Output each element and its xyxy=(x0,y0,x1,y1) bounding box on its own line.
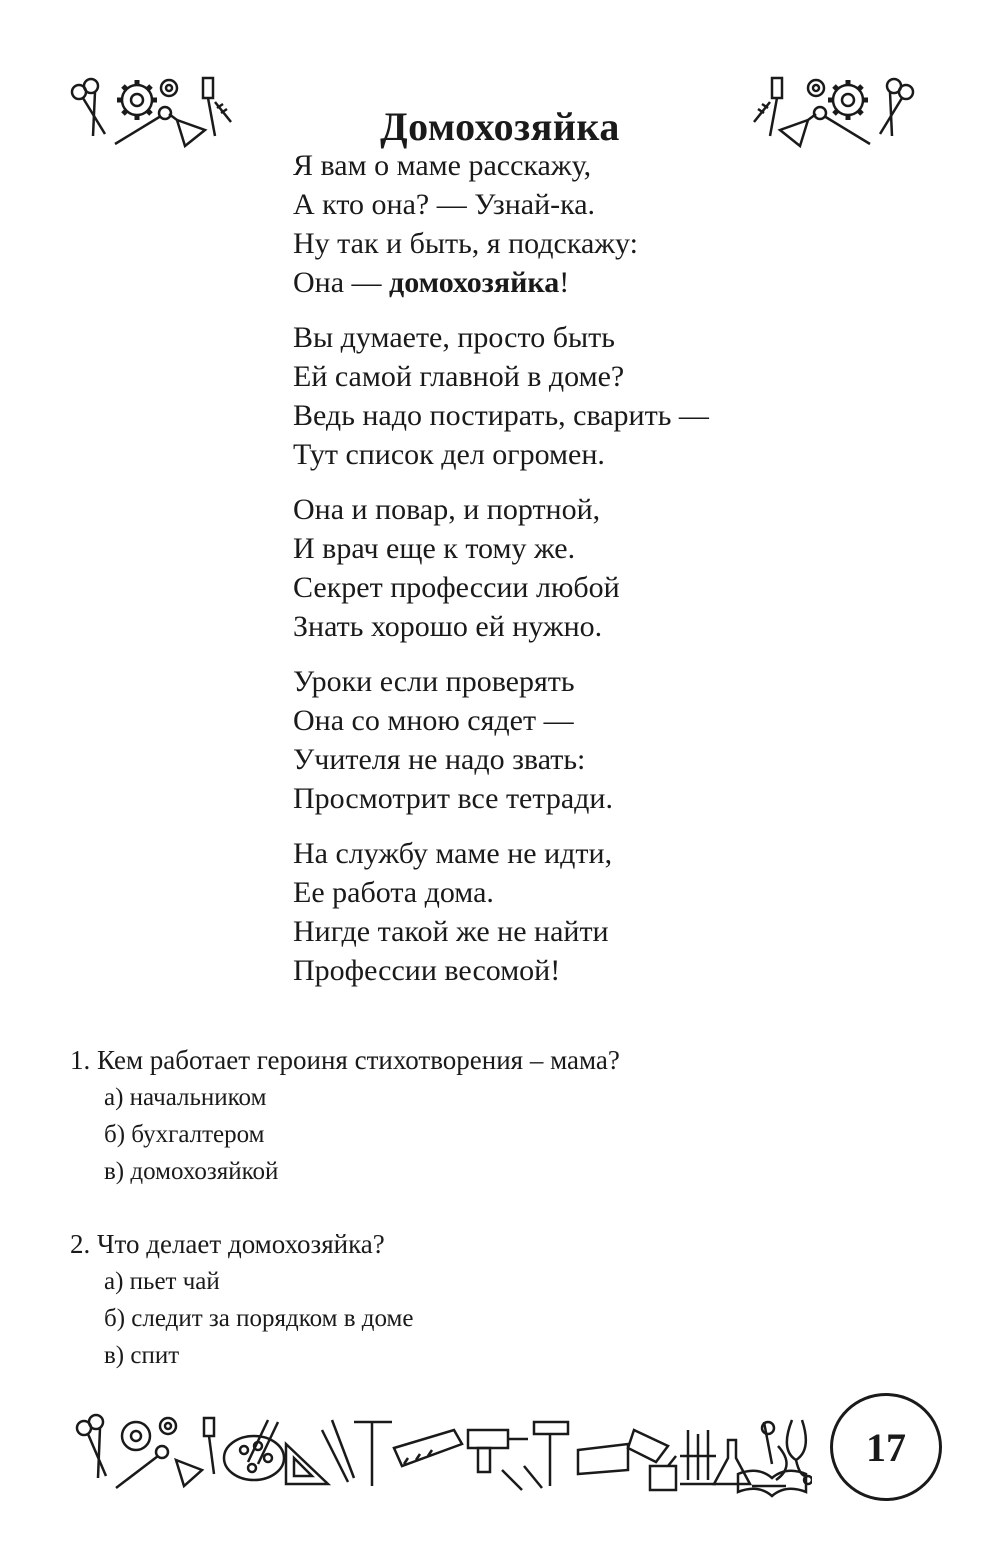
answer-option: б) бухгалтером xyxy=(104,1121,265,1148)
question-text: 2. Что делает домохозяйка? xyxy=(70,1229,385,1259)
poem-line: Ведь надо постирать, сварить — xyxy=(293,399,709,432)
poem-line: Учителя не надо звать: xyxy=(293,743,586,776)
poem-stanza xyxy=(293,146,853,302)
poem-line-prefix: Она — xyxy=(293,266,390,299)
poem-line: Знать хорошо ей нужно. xyxy=(293,610,603,643)
poem-line: Ей самой главной в доме? xyxy=(293,360,625,393)
poem-line: Ее работа дома. xyxy=(293,876,494,909)
poem-bold-word: домохозяйка xyxy=(389,266,560,299)
poem-line: Я вам о маме расскажу, xyxy=(293,149,592,182)
answer-option: а) начальником xyxy=(104,1084,267,1111)
poem-line: Вы думаете, просто быть xyxy=(293,321,615,354)
poem-line: А кто она? — Узнай-ка. xyxy=(293,188,596,221)
tools-ornament-icon xyxy=(750,72,920,152)
poem-line: Уроки если проверять xyxy=(293,665,575,698)
page-number-badge xyxy=(830,1393,942,1501)
poem-line: На службу маме не идти, xyxy=(293,837,613,870)
quiz-question xyxy=(70,1042,950,1190)
poem-stanza xyxy=(293,834,853,990)
poem-line: Ну так и быть, я подскажу: xyxy=(293,227,638,260)
quiz-question xyxy=(70,1226,950,1374)
answer-option: а) пьет чай xyxy=(104,1268,220,1295)
poem-stanza xyxy=(293,490,853,646)
poem-line: Профессии весомой! xyxy=(293,954,561,987)
poem xyxy=(293,146,853,1006)
poem-line: Нигде такой же не найти xyxy=(293,915,609,948)
page-title: Домохозяйка xyxy=(380,103,620,149)
page-number: 17 xyxy=(866,1424,906,1470)
answer-option: б) следит за порядком в доме xyxy=(104,1305,414,1332)
question-text: 1. Кем работает героиня стихотворения – мама? xyxy=(70,1045,620,1075)
answer-option: в) домохозяйкой xyxy=(104,1158,279,1185)
poem-line: Секрет профессии любой xyxy=(293,571,620,604)
quiz xyxy=(70,1042,950,1410)
poem-line: Она и повар, и портной, xyxy=(293,493,601,526)
poem-stanza xyxy=(293,318,853,474)
answer-option: в) спит xyxy=(104,1342,180,1369)
poem-line: И врач еще к тому же. xyxy=(293,532,576,565)
professions-tools-border-icon xyxy=(72,1400,812,1500)
poem-line: Просмотрит все тетради. xyxy=(293,782,613,815)
poem-stanza xyxy=(293,662,853,818)
poem-line: Она со мною сядет — xyxy=(293,704,574,737)
poem-line-suffix: ! xyxy=(559,266,570,299)
poem-line: Тут список дел огромен. xyxy=(293,438,605,471)
poem-line xyxy=(293,263,853,302)
